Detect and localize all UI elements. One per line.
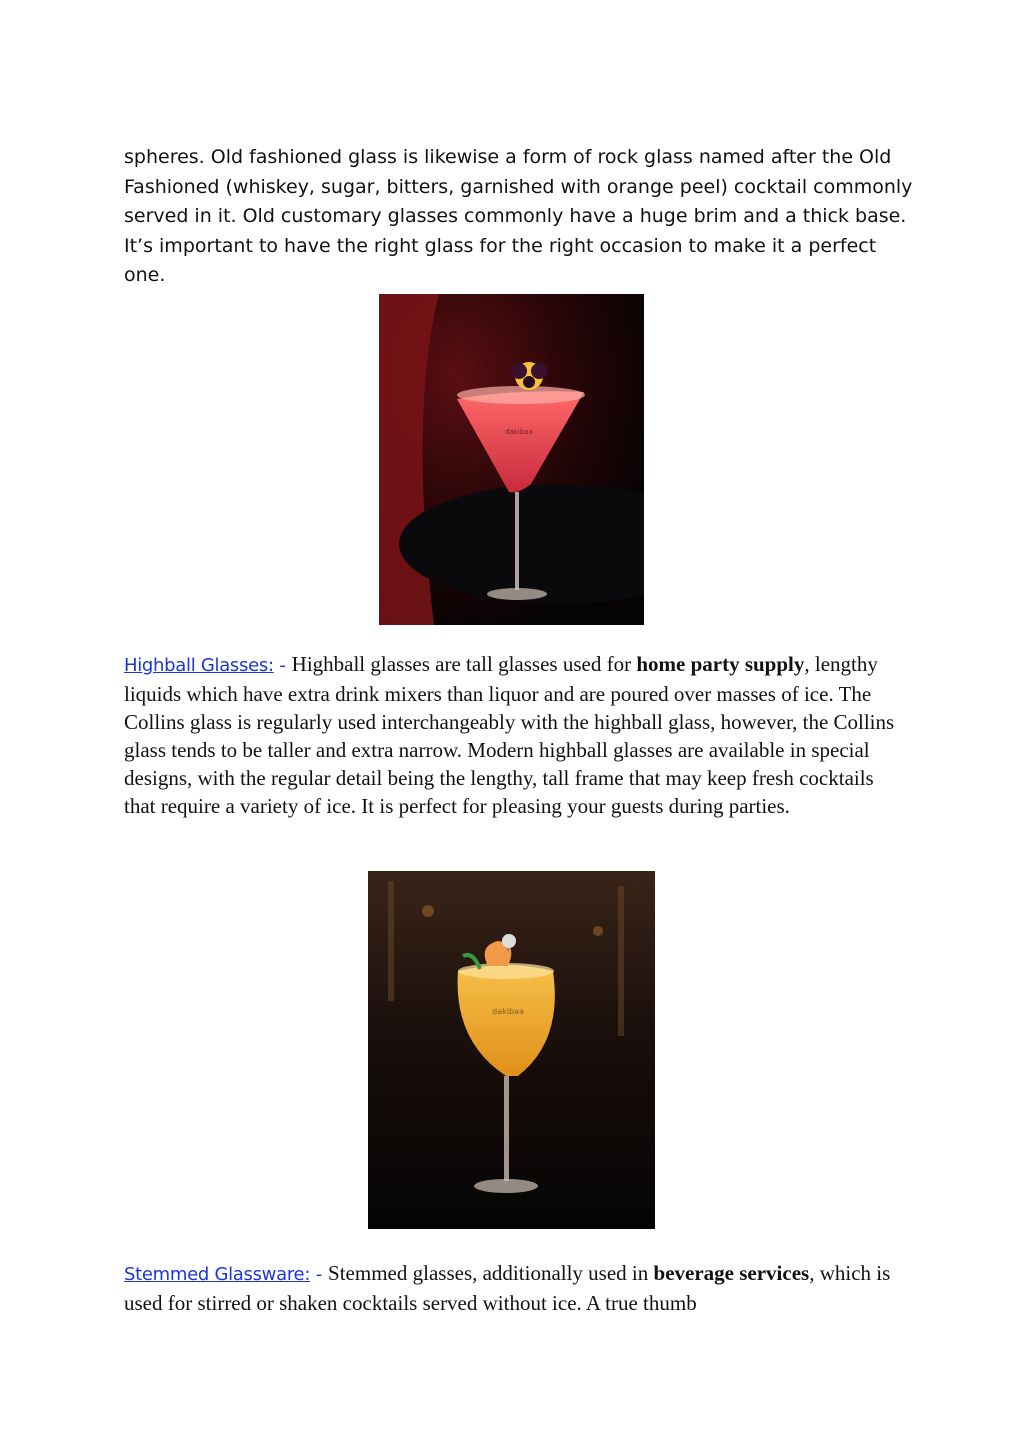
stemmed-text-after: , which is used for stirred or shaken cocktails served without ice. A true thumb xyxy=(124,1261,891,1315)
martini-cocktail-photo xyxy=(379,294,644,625)
highball-bold-link: home party supply xyxy=(636,652,805,676)
wine-brand-label: dakibaa xyxy=(492,1007,524,1016)
stemmed-bold-link: beverage services xyxy=(653,1261,810,1285)
martini-brand-label: dakibaa xyxy=(505,428,533,436)
highball-text-after: , lengthy liquids which have extra drink mixers than liquor and are poured over masses of ice. The Collins glass is regularly used interchangeably with the highball glass, however, the Collins glass tends to be taller and extra narrow. Modern highball glasses are available in special designs, with the regular detail being the lengthy, tall frame that may keep fresh cocktails that require a variety of ice. It is perfect for pleasing your guests during parties. xyxy=(124,652,895,818)
highball-section xyxy=(124,650,904,820)
stemmed-text-before: Stemmed glasses, additionally used in xyxy=(328,1261,654,1285)
stemmed-heading-link[interactable]: Stemmed Glassware: xyxy=(124,1264,311,1285)
highball-dash: - xyxy=(273,655,292,676)
highball-text-before: Highball glasses are tall glasses used for xyxy=(291,652,637,676)
intro-paragraph: spheres. Old fashioned glass is likewise a form of rock glass named after the Old Fashioned (whiskey, sugar, bitters, garnished with orange peel) cocktail commonly served in it. Old customary glasses commonly have a huge brim and a thick base. It’s important to have the right glass for the right occasion to make it a perfect one. xyxy=(124,146,913,286)
highball-heading-link[interactable]: Highball Glasses: xyxy=(124,655,274,676)
stemmed-dash: - xyxy=(310,1264,329,1285)
stemmed-section xyxy=(124,1259,904,1317)
wine-glass-cocktail-photo xyxy=(368,871,655,1229)
